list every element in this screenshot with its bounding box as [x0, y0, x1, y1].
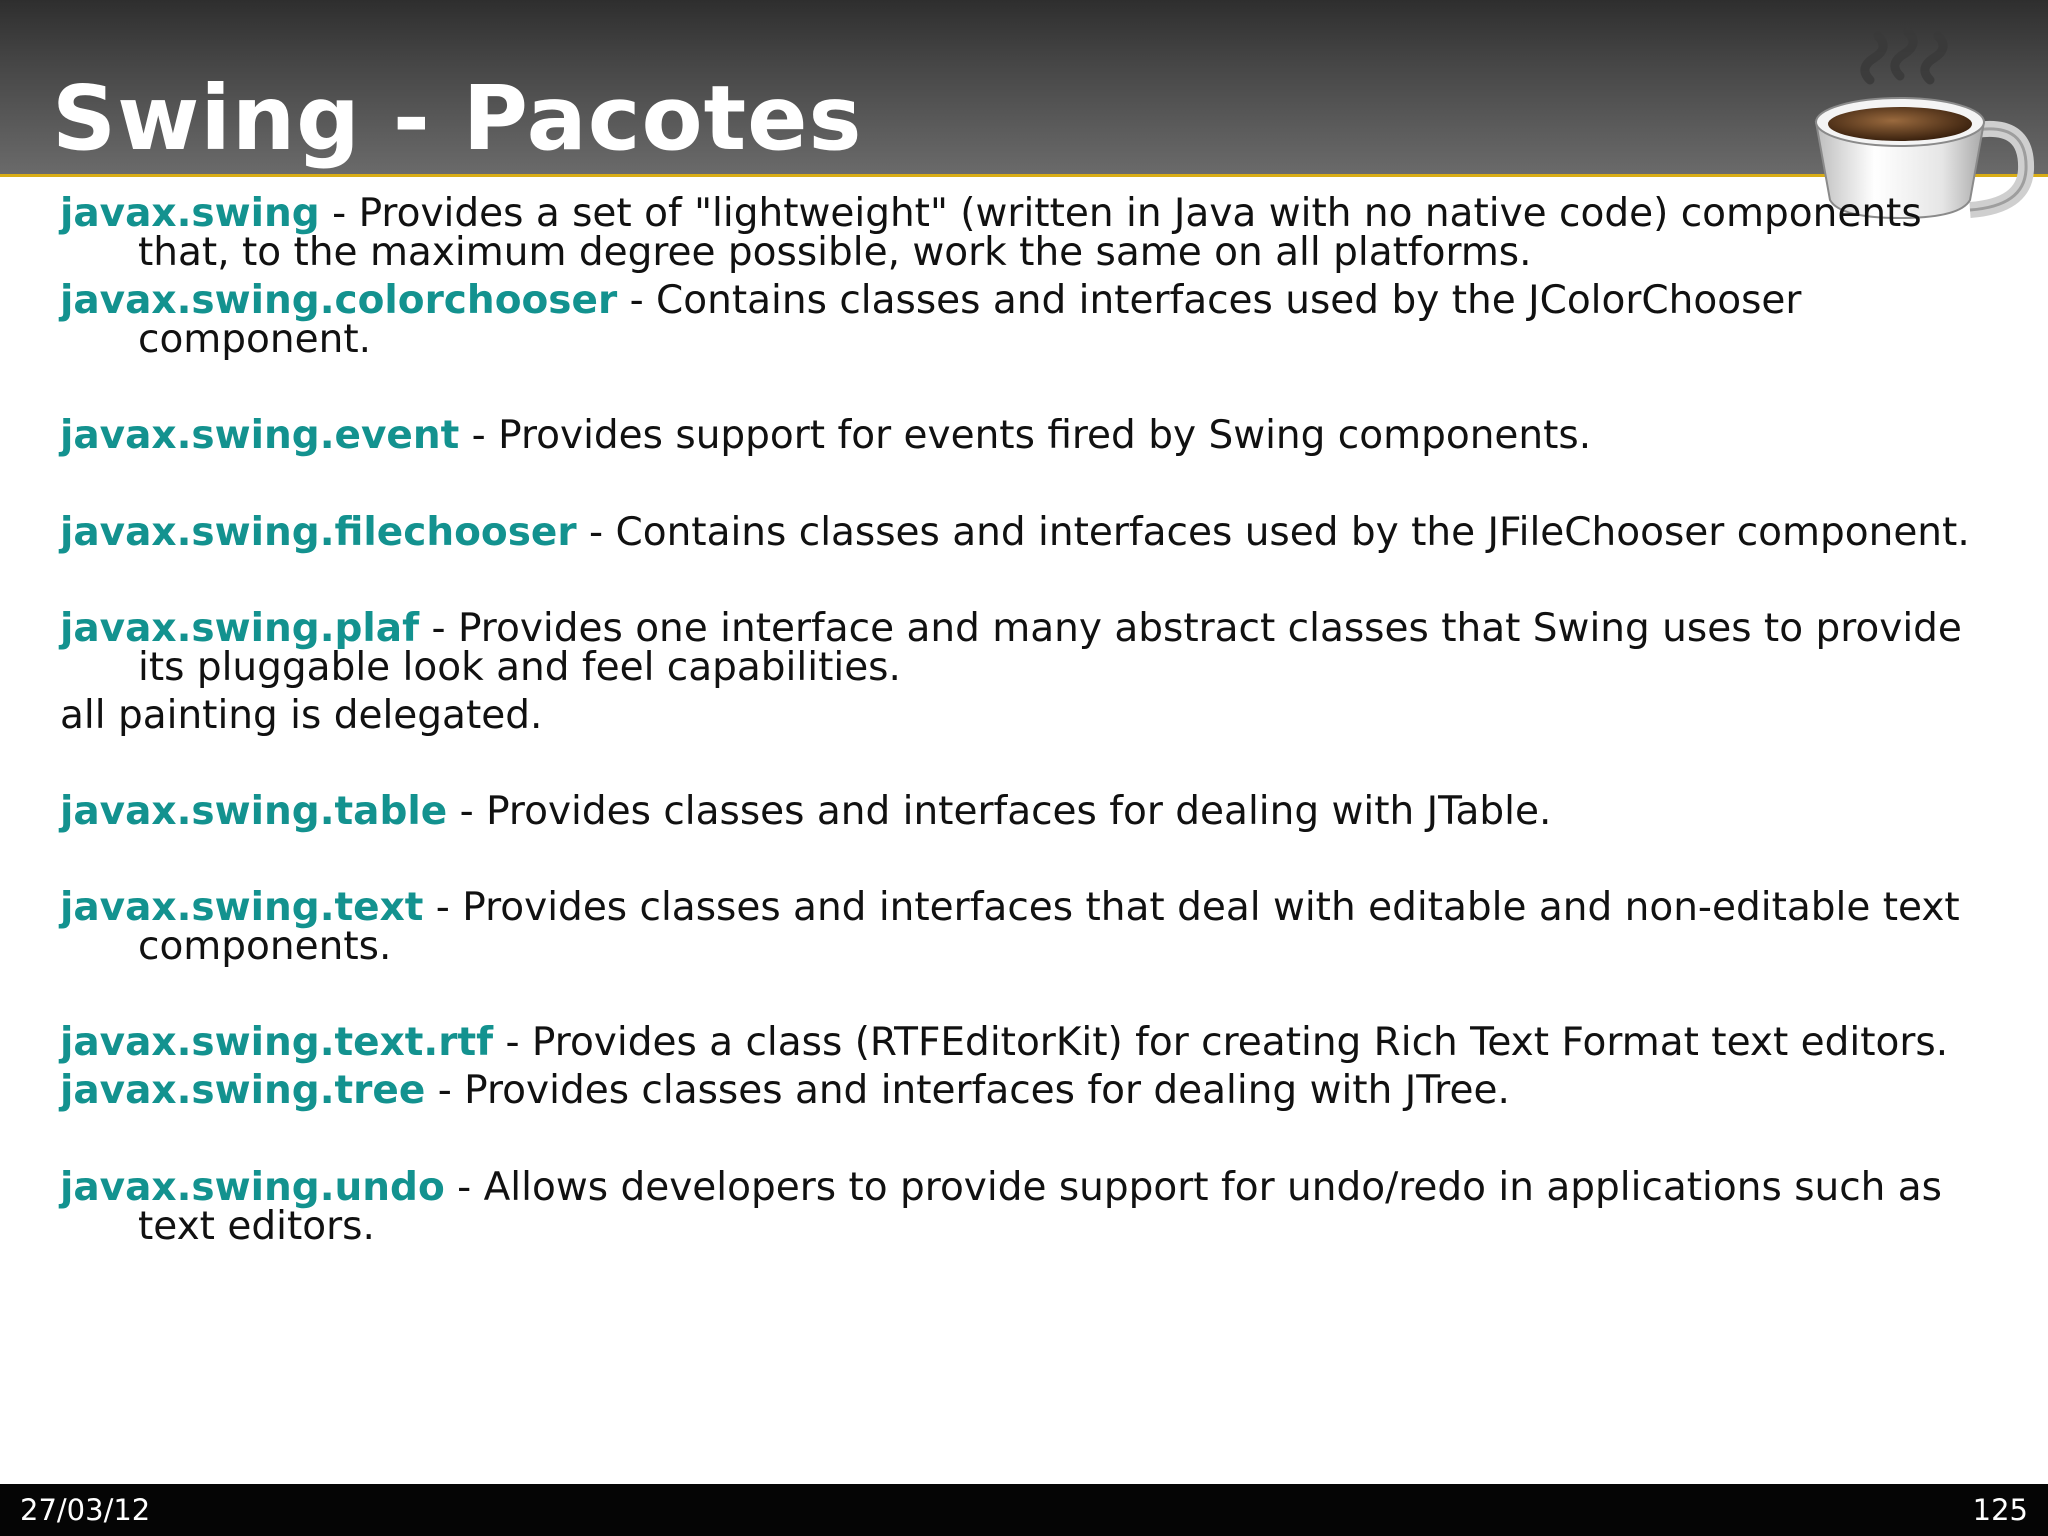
- package-description: - Provides support for events fired by Swing components.: [459, 413, 1592, 458]
- list-item: [60, 413, 2020, 458]
- package-description: - Provides classes and interfaces for dealing with JTree.: [425, 1068, 1510, 1113]
- list-item: [60, 789, 2020, 834]
- package-name: javax.swing.text: [60, 885, 424, 930]
- package-name: javax.swing.tree: [60, 1068, 426, 1113]
- package-description: - Provides one interface and many abstract classes that Swing uses to provide its pluggable look and feel capabilities.: [138, 606, 1962, 690]
- package-name: javax.swing.filechooser: [60, 510, 577, 555]
- package-description: - Contains classes and interfaces used by the JFileChooser component.: [576, 510, 1970, 555]
- list-item: [60, 1165, 2020, 1249]
- package-name: javax.swing.plaf: [60, 606, 420, 651]
- list-item: [60, 606, 2020, 690]
- package-name: javax.swing.undo: [60, 1165, 445, 1210]
- list-item: [60, 510, 2020, 555]
- list-item: [60, 1020, 2020, 1065]
- package-description: - Provides a set of "lightweight" (written in Java with no native code) components that, to the maximum degree possible, work the same on all platforms.: [138, 191, 1922, 275]
- slide-footer: [0, 1484, 2048, 1536]
- footer-date: 27/03/12: [20, 1493, 151, 1527]
- package-list: [60, 191, 2020, 1249]
- list-item: [60, 191, 2020, 275]
- package-description: - Provides classes and interfaces for dealing with JTable.: [447, 789, 1552, 834]
- package-description: - Contains classes and interfaces used by the JColorChooser component.: [138, 278, 1802, 362]
- page-number: 125: [1972, 1493, 2028, 1527]
- package-description: - Provides a class (RTFEditorKit) for creating Rich Text Format text editors.: [493, 1020, 1949, 1065]
- package-name: javax.swing.text.rtf: [60, 1020, 494, 1065]
- package-name: javax.swing.table: [60, 789, 448, 834]
- list-item: [60, 885, 2020, 969]
- list-item: [60, 278, 2020, 362]
- package-name: javax.swing.colorchooser: [60, 278, 618, 323]
- package-name: javax.swing: [60, 191, 320, 236]
- slide-title: Swing - Pacotes: [52, 66, 863, 170]
- slide-header: [0, 0, 2048, 177]
- list-item: [60, 1068, 2020, 1113]
- package-description: - Provides classes and interfaces that deal with editable and non-editable text components.: [138, 885, 1960, 969]
- package-name: javax.swing.event: [60, 413, 460, 458]
- list-item-plain: all painting is delegated.: [60, 693, 543, 738]
- package-description: - Allows developers to provide support for undo/redo in applications such as text editors.: [138, 1165, 1943, 1249]
